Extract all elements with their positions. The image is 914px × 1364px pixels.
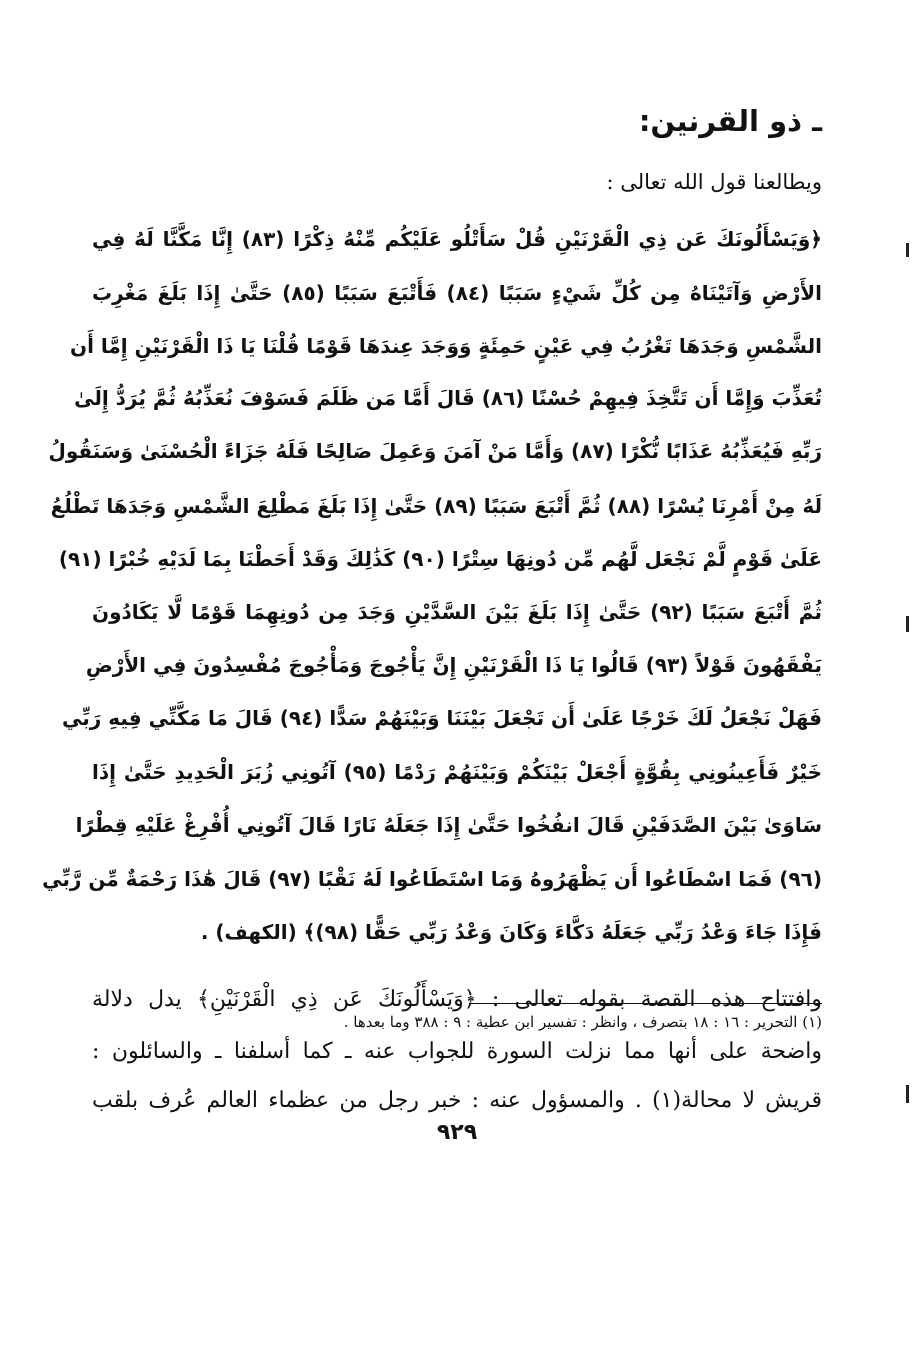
section-heading: ـ ذو القرنين: — [638, 104, 822, 138]
footnote-divider — [469, 1003, 822, 1004]
scan-mark — [906, 616, 909, 632]
verse-line: فَإِذَا جَاءَ وَعْدُ رَبِّي جَعَلَهُ دَكَّاءَ وَكَانَ وَعْدُ رَبِّي حَقًّا (٩٨)﴾ (الكهف) . — [200, 920, 822, 944]
verse-line: لَهُ مِنْ أَمْرِنَا يُسْرًا (٨٨) ثُمَّ أَتْبَعَ سَبَبًا (٨٩) حَتَّىٰ إِذَا بَلَغَ مَطْلِعَ الشَّمْسِ وَجَدَهَا تَطْلُعُ — [50, 494, 822, 518]
intro-text: ويطالعنا قول الله تعالى : — [606, 170, 822, 194]
verse-line: ﴿وَيَسْأَلُونَكَ عَن ذِي الْقَرْنَيْنِ قُلْ سَأَتْلُو عَلَيْكُم مِّنْهُ ذِكْرًا (٨٣) إِنَّا مَكَّنَّا لَهُ فِي — [92, 227, 822, 251]
verse-line: عَلَىٰ قَوْمٍ لَّمْ نَجْعَل لَّهُم مِّن دُونِهَا سِتْرًا (٩٠) كَذَٰلِكَ وَقَدْ أَحَطْنَا بِمَا لَدَيْهِ خُبْرًا (٩١) — [58, 547, 822, 571]
paragraph-line: وافتتاح هذه القصة بقوله تعالى : ﴿وَيَسْأَلُونَكَ عَن ذِي الْقَرْنَيْنِ﴾ يدل دلالة — [92, 987, 822, 1012]
verse-line: تُعَذِّبَ وَإِمَّا أَن تَتَّخِذَ فِيهِمْ حُسْنًا (٨٦) قَالَ أَمَّا مَن ظَلَمَ فَسَوْفَ نُعَذِّبُهُ ثُمَّ يُرَدُّ إِلَىٰ — [74, 386, 822, 410]
paragraph-line: واضحة على أنها مما نزلت السورة للجواب عنه ـ كما أسلفنا ـ والسائلون : — [92, 1039, 822, 1064]
scan-mark — [906, 1085, 909, 1103]
verse-line: يَفْقَهُونَ قَوْلاً (٩٣) قَالُوا يَا ذَا الْقَرْنَيْنِ إِنَّ يَأْجُوجَ وَمَأْجُوجَ مُفْسِدُونَ فِي الأَرْضِ — [85, 653, 822, 677]
verse-line: فَهَلْ نَجْعَلُ لَكَ خَرْجًا عَلَىٰ أَن تَجْعَلَ بَيْنَنَا وَبَيْنَهُمْ سَدًّا (٩٤) قَالَ مَا مَكَّنِّي فِيهِ رَبِّي — [62, 706, 822, 730]
verse-line: الأَرْضِ وَآتَيْنَاهُ مِن كُلِّ شَيْءٍ سَبَبًا (٨٤) فَأَتْبَعَ سَبَبًا (٨٥) حَتَّىٰ إِذَا بَلَغَ مَغْرِبَ — [92, 281, 822, 305]
verse-line: خَيْرٌ فَأَعِينُونِي بِقُوَّةٍ أَجْعَلْ بَيْنَكُمْ وَبَيْنَهُمْ رَدْمًا (٩٥) آتُونِي زُبَرَ الْحَدِيدِ حَتَّىٰ إِذَا — [92, 760, 822, 784]
verse-line: ثُمَّ أَتْبَعَ سَبَبًا (٩٢) حَتَّىٰ إِذَا بَلَغَ بَيْنَ السَّدَّيْنِ وَجَدَ مِن دُونِهِمَا قَوْمًا لَّا يَكَادُونَ — [92, 600, 823, 624]
footnote: (١) التحرير : ١٦ : ١٨ بتصرف ، وانظر : تفسير ابن عطية : ٩ : ٣٨٨ وما بعدها . — [343, 1013, 822, 1031]
scan-mark — [906, 243, 909, 257]
verse-line: (٩٦) فَمَا اسْطَاعُوا أَن يَظْهَرُوهُ وَمَا اسْتَطَاعُوا لَهُ نَقْبًا (٩٧) قَالَ هَٰذَا رَحْمَةٌ مِّن رَّبِّي — [42, 867, 822, 891]
page-number: ٩٢٩ — [436, 1120, 478, 1145]
paragraph-line: قريش لا محالة(١) . والمسؤول عنه : خبر رجل من عظماء العالم عُرف بلقب — [92, 1088, 822, 1113]
verse-line: سَاوَىٰ بَيْنَ الصَّدَفَيْنِ قَالَ انفُخُوا حَتَّىٰ إِذَا جَعَلَهُ نَارًا قَالَ آتُونِي أُفْرِغْ عَلَيْهِ قِطْرًا — [75, 813, 822, 837]
verse-line: الشَّمْسِ وَجَدَهَا تَغْرُبُ فِي عَيْنٍ حَمِئَةٍ وَوَجَدَ عِندَهَا قَوْمًا قُلْنَا يَا ذَا الْقَرْنَيْنِ إِمَّا أَن — [70, 334, 822, 358]
verse-line: رَبِّهِ فَيُعَذِّبُهُ عَذَابًا نُّكْرًا (٨٧) وَأَمَّا مَنْ آمَنَ وَعَمِلَ صَالِحًا فَلَهُ جَزَاءً الْحُسْنَىٰ وَسَنَقُولُ — [48, 439, 822, 463]
